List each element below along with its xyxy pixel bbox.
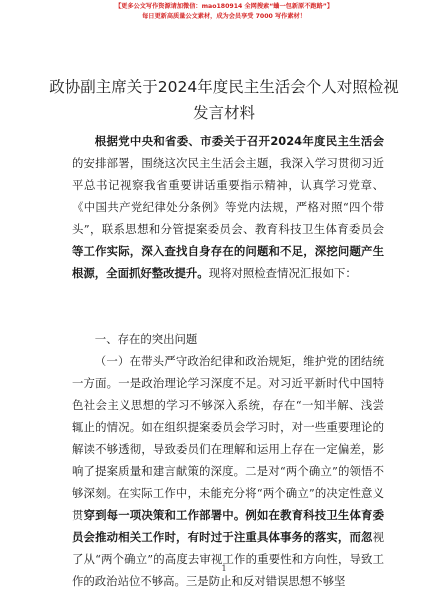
body-paragraph [72,350,384,592]
section-heading: 一、存在的突出问题 [94,332,198,346]
promo-banner-line-2: 每日更新高质量公文素材，成为会员享受 7000 写作素材！ [142,13,306,20]
intro-text-b: 现将对照检查情况汇报如下： [208,266,357,280]
body-text-a: （一）在带头严守政治纪律和政治规矩，维护党的团结统一方面。一是政治理论学习深度不足。对习近平新时代中国特色社会主义思想的学习不够深入系统，存在“一知半解、浅尝辄止的情况。如在组织提案委员会学习时，对一些重要理论的解读不够透彻，导致委员们在理解和运用上存在一定偏差，影响了提案质量和建言献策的深度。二是对“两个确立”的领悟不够深刻。在实际工作中，未能充分将“两个确立”的决定性意义贯 [72,354,384,522]
intro-paragraph [72,130,384,284]
document-title: 政协副主席关于2024年度民主生活会个人对照检视发言材料 [49,78,399,122]
promo-banner [0,2,448,22]
intro-bold-lead: 根据党中央和省委、市委关于召开2024年度民主生活会 [94,134,384,148]
intro-text-a: 的安排部署，围绕这次民主生活会主题，我深入学习贯彻习近平总书记视察我省重要讲话重要指示精神，认真学习党章、《中国共产党纪律处分条例》等党内法规，严格对照“四个带头”，联系思想和分管提案委员会、教育科技卫生体育委员会 [72,156,384,236]
promo-banner-line-1: 【更多公文写作资源请加微信：mao180914 全网搜索“蛐一包新原不跑路”】 [114,3,334,10]
body-bold: 穿到每一项决策和工作部署中。例如在教育科技卫生体育委员会推动相关工作时，有时过于注重具体事务的落实，而忽 [72,508,384,544]
intro-bold-mid: 等工作实际，深入查找自身存在的问题和不足，深挖问题产生根源，全面抓好整改提升。 [72,244,384,280]
page-number: 1 [221,564,227,573]
body-text-b: 视了从“两个确立”的高度去审视工作的重要性和方向性，导致工作的政治站位不够高。三是防止和反对错误思想不够坚 [72,530,384,588]
